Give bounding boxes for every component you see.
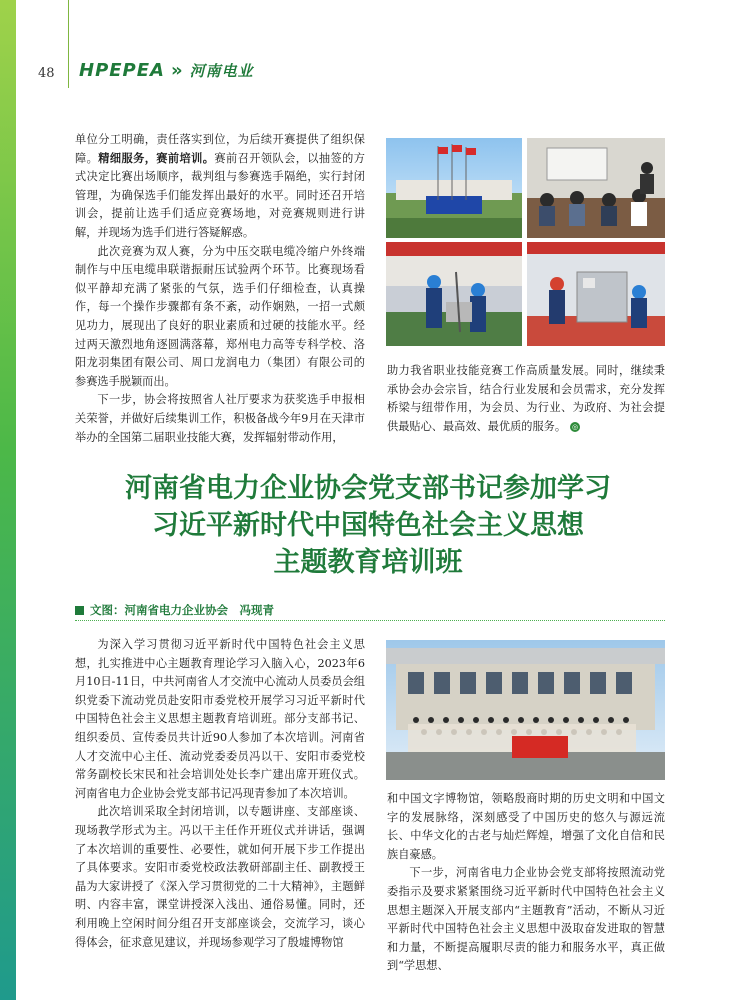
- article1-left-column: [75, 131, 365, 447]
- article2-left-column: [75, 636, 365, 952]
- article1-right-column: [387, 362, 665, 436]
- photo-flags-building: [386, 138, 522, 238]
- photo-group-training: [386, 640, 665, 780]
- article1-paragraph-2: 此次竞赛为双人赛，分为中压交联电缆冷缩户外终端制作与中压电缆串联谐振耐压试验两个环节。比赛现场看似平静却充满了紧张的气氛，选手们仔细检查，认真操作，每一个操作步骤都有条不紊，动作娴熟，一招一式颇见功力，展现出了良好的职业素质和过硬的技能水平。经过两天激烈地角逐圆满落幕，郑州电力高等专科学校、洛阳龙羽集团有限公司、周口龙润电力（集团）有限公司的参赛选手脱颖而出。: [75, 244, 365, 388]
- left-color-bar: [0, 0, 16, 1000]
- dotted-divider: [75, 620, 665, 621]
- title-line-2: 习近平新时代中国特色社会主义思想: [152, 510, 584, 541]
- page-number: 48: [38, 66, 55, 81]
- title-line-3: 主题教育培训班: [273, 547, 463, 578]
- brand-latin: HPEPEA: [79, 60, 165, 81]
- article2-paragraph-1: 为深入学习贯彻习近平新时代中国特色社会主义思想，扎实推进中心主题教育理论学习入脑入心，2023年6月10日-11日，中共河南省人才交流中心流动人员委员会组织党委下流动党员赴安阳市委党校开展学习习近平新时代中国特色社会主义思想主题教育培训班。部分支部书记、组织委员、宣传委员共计近90人参加了本次培训。河南省人才交流中心主任、流动党委委员冯以干、安阳市委党校常务副校长宋民和社会培训处处长李广建出席开班仪式。河南省电力企业协会党支部书记冯现青参加了本次培训。: [75, 638, 365, 800]
- article2-right-column: [387, 790, 665, 976]
- header-divider-line: [68, 0, 69, 88]
- photo-contestants-working: [386, 242, 522, 346]
- brand-separator: »: [170, 60, 184, 81]
- photo-switchgear-test: [527, 242, 665, 346]
- article2-right-paragraph-2: 下一步，河南省电力企业协会党支部将按照流动党委指示及要求紧紧围绕习近平新时代中国特色社会主义思想主题深入开展支部内“主题教育”活动，不断从习近平新时代中国特色社会主义思想中汲取奋发进取的智慧和力量，不断提高履职尽责的能力和服务水平，真正做到“学思想、: [387, 866, 665, 973]
- article1-right-paragraph: 助力我省职业技能竞赛工作高质量发展。同时，继续秉承协会办会宗旨，结合行业发展和会员需求，充分发挥桥梁与纽带作用，为会员、为行业、为政府、为社会提供最贴心、最高效、最优质的服务。: [387, 364, 665, 433]
- magazine-brand: [79, 60, 254, 81]
- article2-title: [60, 470, 676, 581]
- article2-paragraph-2: 此次培训采取全封闭培训，以专题讲座、支部座谈、现场教学形式为主。冯以干主任作开班仪式并讲话，强调了本次培训的重要性、必要性，就如何开展下步工作提出了具体要求。安阳市委党校政法教研部副主任、副教授王晶为大家讲授了《深入学习贯彻党的二十大精神》，主题鲜明、内容丰富，课堂讲授深入浅出、通俗易懂。同时，还利用晚上空闲时间分组召开支部座谈会，交流学习，谈心得体会，征求意见建议，并现场参观学习了殷墟博物馆: [75, 805, 365, 949]
- brand-chinese: 河南电业: [189, 62, 254, 80]
- article1-p1-text-a: 单位分工明确，责任落实到位，为后续开赛提供了组织保障。: [75, 133, 365, 165]
- byline-text: 文图：河南省电力企业协会 冯现青: [90, 603, 274, 617]
- photo-meeting-room: [527, 138, 665, 238]
- article1-p1-text-b: 赛前召开领队会，以抽签的方式决定比赛出场顺序，裁判组与参赛选手隔绝，实行封闭管理，为确保选手们能发挥出最好的水平。同时还召开培训会，提前让选手们适应竞赛场地，对竞赛规则进行讲解，并现场为选手们进行答疑解惑。: [75, 151, 365, 239]
- article2-right-paragraph-1: 和中国文字博物馆，领略殷商时期的历史文明和中国文字的发展脉络，深刻感受了中国历史的悠久与源远流长、中华文化的古老与灿烂辉煌，增强了文化自信和民族自豪感。: [387, 792, 665, 861]
- title-line-1: 河南省电力企业协会党支部书记参加学习: [125, 473, 611, 504]
- article1-paragraph-3: 下一步，协会将按照省人社厅要求为获奖选手申报相关荣誉，并做好后续集训工作，积极备战今年9月在天津市举办的全国第二届职业技能大赛，发挥辐射带动作用，: [75, 393, 365, 444]
- article1-subheading: 精细服务，赛前培训。: [98, 151, 215, 165]
- end-mark-icon: ◎: [571, 422, 579, 431]
- article2-byline: [75, 602, 274, 618]
- byline-square-icon: [75, 606, 84, 615]
